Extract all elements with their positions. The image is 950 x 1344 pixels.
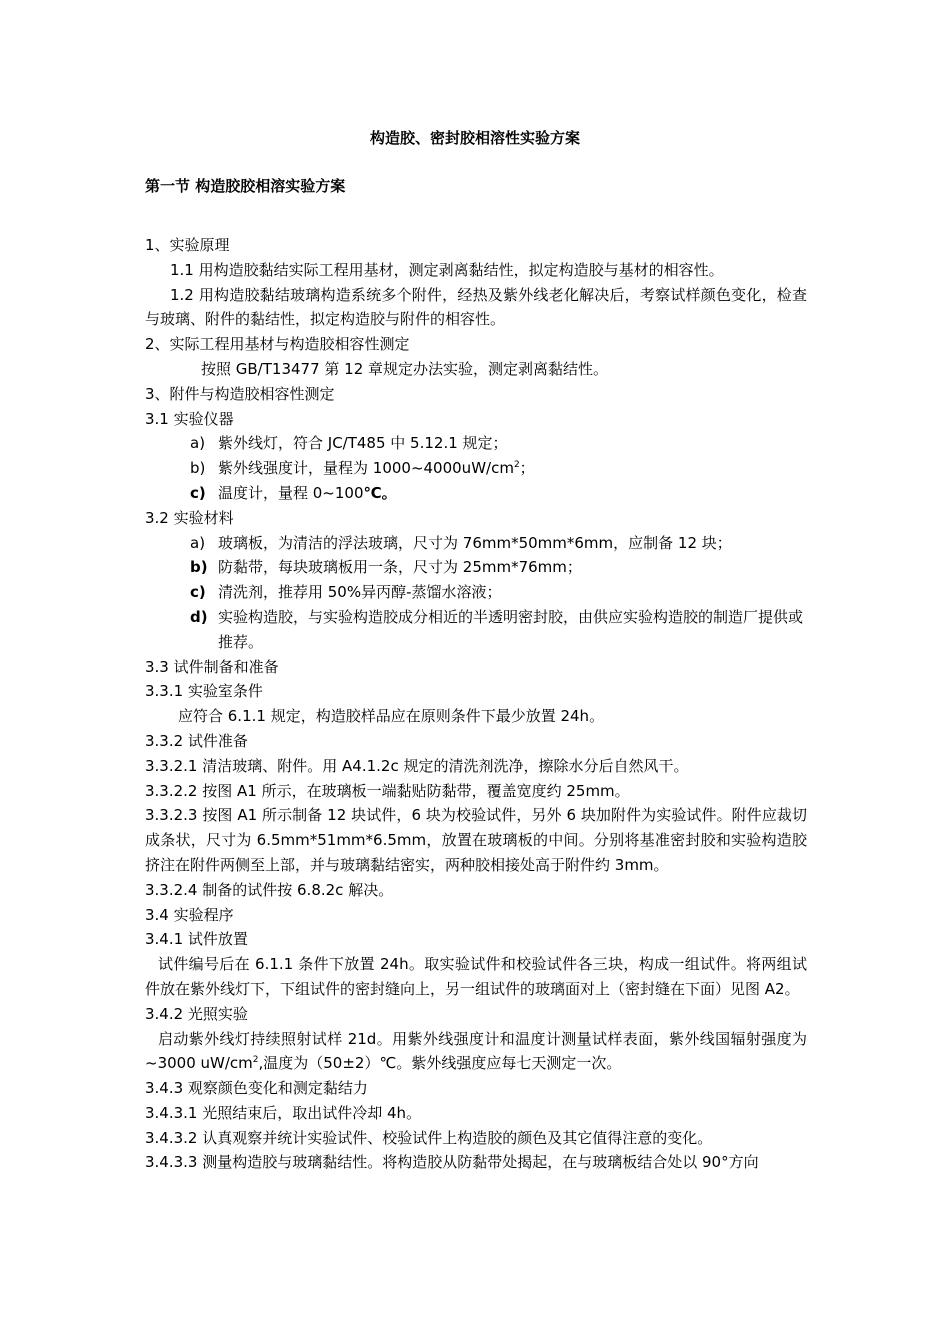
paragraph-3-4-3-1: 3.4.3.1 光照结束后，取出试件冷却 4h。 <box>145 1103 422 1122</box>
paragraph-3-4-3-2: 3.4.3.2 认真观察并统计实验试件、校验试件上构造胶的颜色及其它值得注意的变化。 <box>145 1128 713 1147</box>
list-text: 防黏带，每块玻璃板用一条，尺寸为 25mm*76mm； <box>218 558 582 577</box>
paragraph-lab-conditions: 应符合 6.1.1 规定，构造胶样品应在原则条件下最少放置 24h。 <box>178 707 605 726</box>
paragraph-1-2: 1.2 用构造胶黏结玻璃构造系统多个附件，经热及紫外线老化解决后，考察试样颜色变化，检查与玻璃、附件的黏结性，拟定构造胶与附件的相容性。 <box>145 285 807 329</box>
paragraph-3-3-2-3: 3.3.2.3 按图 A1 所示制备 12 块试件，6 块为校验试件，另外 6 块加附件为实验试件。附件应裁切成条状，尺寸为 6.5mm*51mm*6.5mm，放置在玻璃板的中间。分别将基准密封胶和实验构造胶挤注在附件两侧至上部，并与玻璃黏结密实，两种胶相接处高于附件约 3mm。 <box>145 806 807 874</box>
paragraph-3-3-2-1: 3.3.2.1 清洁玻璃、附件。用 A4.1.2c 规定的清洗剂洗净，擦除水分后自然风干。 <box>145 756 689 775</box>
list-text: 玻璃板，为清洁的浮法玻璃，尺寸为 76mm*50mm*6mm，应制备 12 块； <box>218 533 732 552</box>
list-item <box>145 531 807 556</box>
list-item <box>145 605 807 655</box>
list-item <box>145 431 807 456</box>
list-text: 清洗剂，推荐用 50%异丙醇-蒸馏水溶液； <box>218 583 502 602</box>
list-marker: c) <box>190 583 206 602</box>
paragraph-1-1: 1.1 用构造胶黏结实际工程用基材，测定剥离黏结性，拟定构造胶与基材的相容性。 <box>170 260 724 279</box>
list-marker: c) <box>190 483 206 502</box>
heading-procedure: 3.4 实验程序 <box>145 905 234 924</box>
heading-materials: 3.2 实验材料 <box>145 508 234 527</box>
heading-instruments: 3.1 实验仪器 <box>145 409 234 428</box>
heading-accessory: 3、附件与构造胶相容性测定 <box>145 384 335 403</box>
heading-placement: 3.4.1 试件放置 <box>145 930 248 949</box>
list-item <box>145 555 807 580</box>
paragraph-light-test: 启动紫外线灯持续照射试样 21d。用紫外线强度计和温度计测量试样表面，紫外线国辐射强度为~3000 $uW/cm^2$,温度为（50±2）℃。紫外线强度应每七天测定一次。 <box>145 1029 807 1073</box>
paragraph-3-4-3-3: 3.4.3.3 测量构造胶与玻璃黏结性。将构造胶从防黏带处揭起，在与玻璃板结合处以 90°方向 <box>145 1153 759 1172</box>
heading-substrate: 2、实际工程用基材与构造胶相容性测定 <box>145 335 410 354</box>
list-marker: b) <box>190 459 206 478</box>
list-marker: d) <box>190 607 208 626</box>
section-heading: 第一节 构造胶胶相溶实验方案 <box>145 177 346 195</box>
list-item <box>145 580 807 605</box>
paragraph-3-3-2-2: 3.3.2.2 按图 A1 所示，在玻璃板一端黏贴防黏带，覆盖宽度约 25mm。 <box>145 781 630 800</box>
heading-lab-conditions: 3.3.1 实验室条件 <box>145 682 263 701</box>
list-marker: b) <box>190 558 208 577</box>
list-item <box>145 481 807 506</box>
list-text: 温度计，量程 0~100℃。 <box>218 483 397 502</box>
paragraph-substrate: 按照 GB/T13477 第 12 章规定办法实验，测定剥离黏结性。 <box>201 359 609 378</box>
document-body <box>145 233 807 1175</box>
heading-prep: 3.3 试件制备和准备 <box>145 657 279 676</box>
list-marker: a) <box>190 533 206 552</box>
list-text: 实验构造胶，与实验构造胶成分相近的半透明密封胶，由供应实验构造胶的制造厂提供或推荐。 <box>218 607 804 651</box>
list-item <box>145 456 807 481</box>
list-text: 紫外线强度计，量程为 $1000\sim 4000uW/cm^2$； <box>218 459 535 478</box>
heading-light-test: 3.4.2 光照实验 <box>145 1004 248 1023</box>
paragraph-3-3-2-4: 3.3.2.4 制备的试件按 6.8.2c 解决。 <box>145 880 394 899</box>
heading-principle: 1、实验原理 <box>145 236 230 254</box>
heading-observe: 3.4.3 观察颜色变化和测定黏结力 <box>145 1079 368 1098</box>
paragraph-placement: 试件编号后在 6.1.1 条件下放置 24h。取实验试件和校验试件各三块，构成一组试件。将两组试件放在紫外线灯下，下组试件的密封缝向上，另一组试件的玻璃面对上（密封缝在下面）见图 A2。 <box>145 955 807 998</box>
document-title: 构造胶、密封胶相溶性实验方案 <box>369 129 580 147</box>
list-text: 紫外线灯，符合 JC/T485 中 5.12.1 规定； <box>218 434 508 453</box>
heading-specimen-prep: 3.3.2 试件准备 <box>145 731 248 750</box>
list-marker: a) <box>190 434 206 453</box>
